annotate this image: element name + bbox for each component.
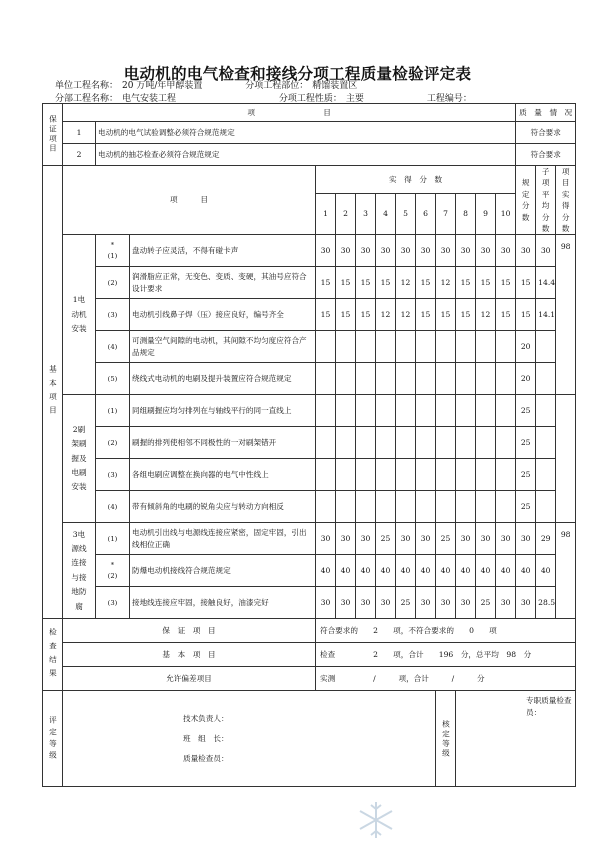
score-cell [416,491,436,523]
row-number: (3) [107,470,118,479]
row-star-mark: * [110,561,115,570]
score-cell [356,331,376,363]
evaluation-row [43,691,576,787]
sub-location-value: 精馏装置区 [312,81,358,91]
score-cell: 30 [416,523,436,555]
row-mark [96,491,130,523]
basic-item-row [43,427,576,459]
row-mark [96,235,130,267]
guarantee-side-label: 保证项目 [43,104,63,166]
row-text: 防爆电动机接线符合规范规定 [130,555,316,587]
score-cell [336,395,356,427]
score-cell [436,459,456,491]
basic-item-row [43,459,576,491]
std-score: 15 [516,267,536,299]
score-cell: 12 [376,299,396,331]
group-total: 98 [556,523,576,619]
score-cell [456,459,476,491]
row-number: (4) [107,342,118,351]
std-score: 25 [516,459,536,491]
score-cell: 15 [416,299,436,331]
avg-score [536,363,556,395]
score-cell: 30 [336,523,356,555]
basic-item-row [43,235,576,267]
score-cell [456,427,476,459]
std-score: 30 [516,587,536,619]
score-cell: 15 [336,299,356,331]
score-cell: 30 [316,523,336,555]
score-cell [496,395,516,427]
score-cell: 15 [356,267,376,299]
score-cell [316,459,336,491]
row-text: 可测量空气间隙的电动机，其间隙不均匀度应符合产品规定 [130,331,316,363]
row-text: 刷握的排列使相邻不同极性的一对刷架错开 [130,427,316,459]
score-cell: 40 [396,555,416,587]
score-cell [476,491,496,523]
score-cell: 30 [456,235,476,267]
score-cell [356,459,376,491]
evaluation-table [42,103,576,787]
score-cell [356,427,376,459]
score-cell [316,491,336,523]
basic-side-label: 基本项目 [43,166,63,619]
score-cell: 30 [356,587,376,619]
score-cell [376,459,396,491]
score-cell: 40 [316,555,336,587]
group-total [556,395,576,523]
avg-score: 30 [536,235,556,267]
guarantee-row-text: 电动机的抽芯检查必须符合规范规定 [96,144,516,166]
guarantee-quality-header: 质 量 情 况 [516,104,576,122]
row-text: 润滑脂应正常，无变色、变质、变硬，其油号应符合设计要求 [130,267,316,299]
score-cell [376,363,396,395]
basic-item-row [43,555,576,587]
sub-location-label: 分项工程部位： [245,81,309,91]
score-cell: 40 [496,555,516,587]
score-cell [436,427,456,459]
std-score: 40 [516,555,536,587]
basic-item-row [43,587,576,619]
guarantee-row [43,144,576,166]
basic-item-row [43,267,576,299]
score-cell [476,363,496,395]
std-score: 30 [516,235,536,267]
score-cell [336,491,356,523]
snowflake-watermark-icon [356,800,396,840]
score-cell: 30 [316,235,336,267]
basic-item-row [43,331,576,363]
score-cell: 40 [436,555,456,587]
score-cell [416,331,436,363]
std-score: 20 [516,331,536,363]
score-col-header: 4 [376,194,396,235]
avg-score: 14.1 [536,299,556,331]
row-text: 各组电刷应调整在换向器的电气中性线上 [130,459,316,491]
inspection-tolerance-label: 允许偏差项目 [63,667,316,691]
score-cell [396,491,416,523]
score-cell: 30 [436,235,456,267]
std-score: 25 [516,395,536,427]
score-cell: 30 [356,523,376,555]
std-score: 15 [516,299,536,331]
evaluation-side-label: 评定等级 [43,691,63,787]
row-mark [96,267,130,299]
score-cell: 30 [416,587,436,619]
score-cell [396,427,416,459]
score-cell: 40 [456,555,476,587]
inspection-row [43,619,576,643]
guarantee-row [43,122,576,144]
basic-std-header: 规定分数 [516,166,536,235]
score-cell [356,363,376,395]
score-cell: 30 [476,523,496,555]
row-mark [96,395,130,427]
avg-score: 29 [536,523,556,555]
number-label: 工程编号： [426,94,472,104]
score-cell [376,395,396,427]
row-star-mark: * [110,241,115,250]
row-mark [96,331,130,363]
row-text: 同组刷握应均匀排列在与轴线平行的同一直线上 [130,395,316,427]
signature-tech-lead: 技术负责人： [183,714,229,724]
avg-score: 14.4 [536,267,556,299]
row-text: 绕线式电动机的电刷及提升装置应符合规范规定 [130,363,316,395]
score-cell [396,395,416,427]
unit-project-line [55,78,361,91]
score-cell [456,491,476,523]
score-cell: 30 [456,523,476,555]
group-label: 2刷架刷握及电刷安装 [63,395,96,523]
signature-team-lead: 班 组 长： [183,733,229,743]
row-mark [96,587,130,619]
score-cell [376,427,396,459]
score-cell [416,395,436,427]
page-title: 电动机的电气检查和接线分项工程质量检验评定表 [123,64,472,83]
avg-score [536,491,556,523]
score-cell [336,427,356,459]
approve-label: 核定等级 [436,691,456,787]
score-cell [496,427,516,459]
row-number: (3) [107,598,118,607]
score-cell: 30 [476,235,496,267]
avg-score [536,331,556,363]
score-cell: 15 [436,299,456,331]
score-col-header: 9 [476,194,496,235]
row-mark [96,459,130,491]
score-cell: 15 [316,267,336,299]
score-cell: 15 [416,267,436,299]
unit-project-value: 20 万吨/年甲醇装置 [122,81,203,91]
row-text: 电动机引线鼻子焊（压）接应良好，编号齐全 [130,299,316,331]
score-cell: 25 [476,587,496,619]
inspection-row [43,643,576,667]
signature-qa-inspector: 质量检查员： [183,753,229,763]
avg-score: 40 [536,555,556,587]
score-cell: 30 [436,587,456,619]
basic-item-row [43,491,576,523]
score-cell [356,395,376,427]
score-cell: 12 [396,299,416,331]
inspection-guarantee-text: 符合要求的 2 项，不符合要求的 0 项 [316,619,576,643]
row-mark [96,523,130,555]
guarantee-row-result: 符合要求 [516,122,576,144]
evaluation-signatures [63,691,436,787]
row-text: 接地线连接应牢固，接触良好，油漆完好 [130,587,316,619]
row-mark [96,299,130,331]
score-cell [356,491,376,523]
score-cell [396,459,416,491]
basic-header-row [43,166,576,194]
score-cell [496,363,516,395]
row-number: (2) [107,571,118,580]
score-cell: 30 [336,587,356,619]
row-number: (1) [107,534,118,543]
score-cell: 12 [396,267,416,299]
row-number: (1) [107,406,118,415]
basic-item-row [43,299,576,331]
score-cell: 30 [376,235,396,267]
score-cell [376,491,396,523]
inspection-side-label: 检查结果 [43,619,63,691]
score-col-header: 1 [316,194,336,235]
score-cell [336,331,356,363]
score-cell: 40 [336,555,356,587]
inspection-row [43,667,576,691]
score-cell: 25 [436,523,456,555]
row-number: (2) [107,278,118,287]
score-cell: 15 [316,299,336,331]
score-cell [496,491,516,523]
score-cell [396,363,416,395]
score-cell: 30 [496,523,516,555]
score-cell [476,331,496,363]
score-cell: 15 [456,267,476,299]
score-cell: 30 [356,235,376,267]
nature-label: 分项工程性质： [278,94,342,104]
score-cell: 30 [416,235,436,267]
score-cell [416,427,436,459]
score-cell [476,459,496,491]
score-cell [436,363,456,395]
special-qa-label: 专职质量检查员： [456,691,576,787]
avg-score [536,395,556,427]
score-cell: 12 [476,299,496,331]
guarantee-row-number: 1 [63,122,96,144]
inspection-guarantee-label: 保 证 项 目 [63,619,316,643]
score-cell: 40 [376,555,396,587]
inspection-basic-label: 基 本 项 目 [63,643,316,667]
score-col-header: 6 [416,194,436,235]
score-cell: 25 [376,523,396,555]
std-score: 20 [516,363,536,395]
row-number: (2) [107,438,118,447]
score-cell [436,331,456,363]
group-label: 1电动机安装 [63,235,96,395]
group-label: 3电源线连接与接地防腐 [63,523,96,619]
std-score: 30 [516,523,536,555]
row-text: 盘动转子应灵活，不得有碰卡声 [130,235,316,267]
score-cell: 30 [316,587,336,619]
row-mark [96,427,130,459]
guarantee-row-text: 电动机的电气试验调整必须符合规范规定 [96,122,516,144]
row-text: 电动机引出线与电源线连接应紧密，固定牢固，引出线相位正确 [130,523,316,555]
avg-score [536,459,556,491]
score-cell [336,459,356,491]
row-number: (5) [107,374,118,383]
score-cell [416,459,436,491]
guarantee-item-header: 项 目 [63,104,516,122]
score-cell: 30 [496,587,516,619]
group-total: 98 [556,235,576,395]
score-cell: 15 [336,267,356,299]
basic-item-row [43,395,576,427]
basic-item-row [43,523,576,555]
score-col-header: 5 [396,194,416,235]
std-score: 25 [516,491,536,523]
avg-score: 28.5 [536,587,556,619]
score-cell: 30 [496,235,516,267]
score-cell [336,363,356,395]
score-cell: 40 [356,555,376,587]
score-cell [496,459,516,491]
basic-avg-header: 子项平均分数 [536,166,556,235]
score-cell: 25 [396,587,416,619]
score-cell [376,331,396,363]
score-cell [476,427,496,459]
guarantee-row-result: 符合要求 [516,144,576,166]
score-cell [316,363,336,395]
basic-item-row [43,363,576,395]
score-cell [416,363,436,395]
basic-item-header: 项 目 [63,166,316,235]
basic-total-header: 项目实得分数 [556,166,576,235]
score-cell: 30 [456,587,476,619]
score-cell: 15 [376,267,396,299]
std-score: 25 [516,427,536,459]
score-cell [436,395,456,427]
score-cell [396,331,416,363]
score-cell [456,363,476,395]
inspection-tolerance-text: 实测 / 项，合计 / 分 [316,667,576,691]
score-cell [496,331,516,363]
division-value: 电气安装工程 [122,94,177,104]
score-cell: 15 [476,267,496,299]
guarantee-row-number: 2 [63,144,96,166]
row-mark [96,363,130,395]
score-cell: 15 [456,299,476,331]
score-cell: 30 [336,235,356,267]
score-cell [316,395,336,427]
row-number: (4) [107,502,118,511]
avg-score [536,427,556,459]
score-cell [476,395,496,427]
basic-scores-header: 实 得 分 数 [316,166,516,194]
score-cell: 30 [376,587,396,619]
score-cell [456,395,476,427]
score-col-header: 10 [496,194,516,235]
guarantee-header-row [43,104,576,122]
score-cell: 12 [436,267,456,299]
division-label: 分部工程名称： [55,94,119,104]
row-mark [96,555,130,587]
score-cell [316,331,336,363]
inspection-basic-text: 检查 2 项，合计 196 分，总平均 98 分 [316,643,576,667]
score-col-header: 2 [336,194,356,235]
score-cell: 15 [496,267,516,299]
score-col-header: 8 [456,194,476,235]
row-number: (3) [107,310,118,319]
nature-value: 主要 [345,94,364,104]
score-cell [316,427,336,459]
score-cell: 40 [416,555,436,587]
row-text: 带有倾斜角的电刷的锐角尖应与转动方向相反 [130,491,316,523]
score-cell: 40 [476,555,496,587]
score-cell: 30 [396,523,416,555]
score-col-header: 3 [356,194,376,235]
row-number: (1) [107,251,118,260]
score-cell [456,331,476,363]
score-cell: 30 [396,235,416,267]
unit-project-label: 单位工程名称： [55,81,119,91]
score-col-header: 7 [436,194,456,235]
score-cell: 15 [356,299,376,331]
score-cell [436,491,456,523]
score-cell: 15 [496,299,516,331]
